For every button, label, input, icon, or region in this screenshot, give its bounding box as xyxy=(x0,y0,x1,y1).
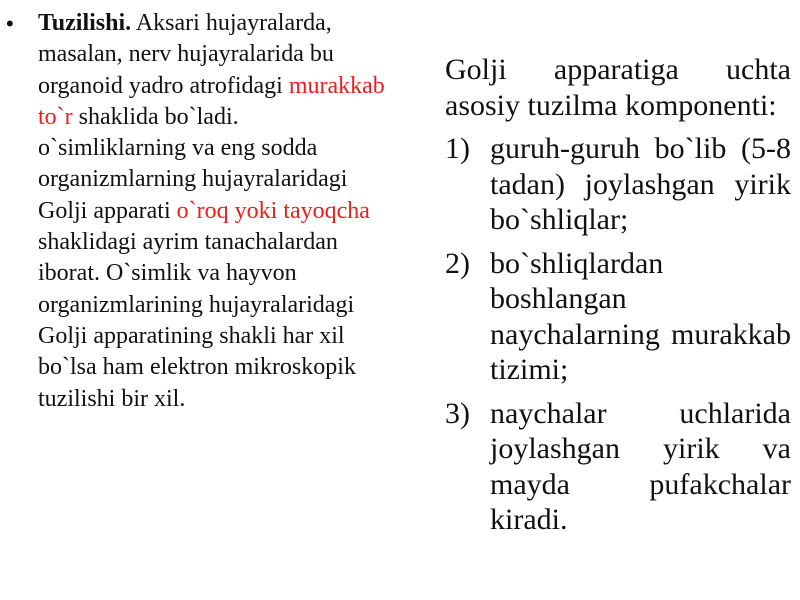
right-column xyxy=(445,52,791,546)
list-item-text: bo`shliqlardan boshlangan naychalarning murakkab tizimi; xyxy=(490,246,791,386)
paragraph-text xyxy=(38,8,388,415)
text-segment: shaklida bo`ladi. o`simliklarning va eng sodda organizmlarning hujayralaridagi Golji apparati xyxy=(38,103,348,224)
highlighted-term: o`roq yoki tayoqcha xyxy=(176,197,370,224)
left-column xyxy=(6,8,388,415)
list-number: 3) xyxy=(445,396,470,430)
list-number: 1) xyxy=(445,132,470,165)
text-segment: shaklidagi ayrim tanachalardan iborat. O`simlik va hayvon organizmlarining hujayralaridagi Golji apparatining shakli har xil bo`lsa ham elektron mikroskopik tuzilishi bir xil. xyxy=(38,229,356,412)
paragraph-heading: Tuzilishi. xyxy=(38,10,132,36)
list-item xyxy=(445,131,791,238)
list-number: 2) xyxy=(445,246,470,280)
text-segment: Aksari hujayralarda, masalan, nerv hujayralarida bu organoid yadro atrofidagi xyxy=(38,10,334,99)
list-item xyxy=(445,246,791,388)
bullet-marker: • xyxy=(6,11,14,36)
list-item xyxy=(445,396,791,538)
list-item-text: guruh-guruh bo`lib (5-8 tadan) joylashgan yirik bo`shliqlar; xyxy=(490,132,791,236)
list-item-text: naychalar uchlarida joylashgan yirik va mayda pufakchalar kiradi. xyxy=(490,396,791,536)
bullet-paragraph xyxy=(6,8,388,415)
highlighted-term: murakkab to`r xyxy=(38,72,385,130)
list-intro: Golji apparatiga uchta asosiy tuzilma komponenti: xyxy=(445,53,791,122)
